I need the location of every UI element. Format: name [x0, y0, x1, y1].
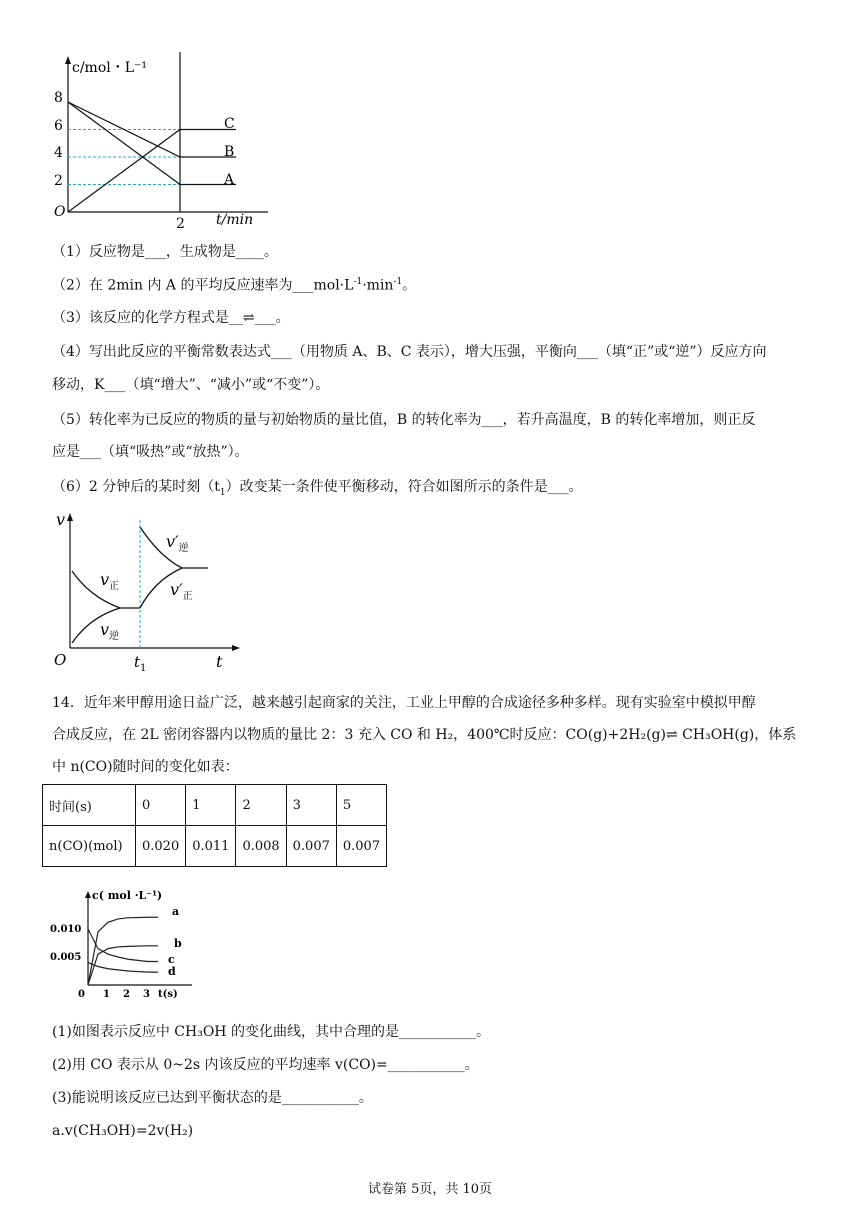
- q13-part4-line1: （4）写出此反应的平衡常数表达式___（用物质 A、B、C 表示），增大压强，平衡向___（填“正”或“逆”）反应方向: [52, 344, 767, 360]
- curve-a: [88, 917, 158, 985]
- t-axis-label: t: [216, 652, 223, 671]
- table-row: [43, 826, 387, 867]
- q13-part1: （1）反应物是___，生成物是____。: [52, 244, 278, 260]
- y-tick-6: 6: [54, 118, 63, 134]
- y-tick-2: 2: [54, 173, 63, 189]
- v-forward-new-label: [170, 580, 193, 602]
- v-reverse-label: [100, 620, 119, 642]
- x-tick-0: 0: [78, 989, 85, 1000]
- table-cell: 0.007: [336, 826, 386, 867]
- v-reverse-new-label: [166, 532, 189, 554]
- x-axis-label: t/min: [216, 212, 254, 228]
- v-reverse-main: v: [100, 620, 110, 639]
- y-tick-0010: 0.010: [50, 924, 82, 935]
- curve-label-d: d: [168, 965, 176, 978]
- table-cell: 5: [336, 785, 386, 826]
- t1-main: t: [134, 653, 141, 671]
- c-axis-label: c( mol ·L⁻¹): [92, 889, 163, 902]
- y-tick-0005: 0.005: [50, 952, 82, 963]
- c-axis-arrow: [85, 891, 91, 898]
- series-label-C: C: [224, 116, 235, 132]
- series-line-C: [68, 130, 236, 213]
- y-tick-4: 4: [54, 145, 63, 161]
- q13-part2-b: ·min: [362, 277, 394, 294]
- q13-part2-a: （2）在 2min 内 A 的平均反应速率为___mol·L: [52, 277, 354, 294]
- t-axis-arrow: [232, 645, 240, 651]
- page-footer: 试卷第 5页，共 10页: [367, 1182, 493, 1197]
- v-forward-sub: 正: [109, 581, 120, 592]
- v-forward-new-main: v′: [170, 580, 183, 599]
- q13-part3: （3）该反应的化学方程式是__⇌___。: [52, 310, 290, 326]
- curve-d: [88, 963, 158, 973]
- v-axis-arrow: [67, 513, 73, 521]
- series-label-A: A: [224, 172, 235, 188]
- x-tick-1: 1: [103, 989, 110, 1000]
- table-cell: n(CO)(mol): [43, 826, 136, 867]
- x-tick-2: 2: [123, 989, 130, 1000]
- q14-part3: (3)能说明该反应已达到平衡状态的是___________。: [52, 1090, 373, 1106]
- q13-part2-c: 。: [402, 277, 417, 294]
- rate-time-chart: [50, 505, 250, 675]
- q14-intro-line2: 合成反应，在 2L 密闭容器内以物质的量比 2：3 充入 CO 和 H₂，400℃时反应：CO(g)+2H₂(g)⇌ CH₃OH(g)，体系: [52, 727, 797, 743]
- table-cell: 时间(s): [43, 785, 136, 826]
- table-cell: 2: [236, 785, 286, 826]
- concentration-time-chart: [40, 50, 280, 230]
- origin-label: O: [54, 651, 67, 669]
- q13-part6-sub: 1: [219, 487, 226, 498]
- origin-label: O: [54, 204, 66, 220]
- table-cell: 0.011: [186, 826, 236, 867]
- t1-label: [134, 653, 146, 674]
- v-reverse-new-sub: 逆: [178, 543, 189, 554]
- q13-part6-b: ）改变某一条件使平衡移动，符合如图所示的条件是___。: [225, 479, 583, 495]
- table-cell: 1: [186, 785, 236, 826]
- v-reverse-new-main: v′: [166, 532, 179, 551]
- table-cell: 3: [286, 785, 336, 826]
- q13-part2-sup1: -1: [353, 277, 363, 287]
- q14-intro-line3: 中 n(CO)随时间的变化如表：: [52, 759, 239, 775]
- y-tick-8: 8: [54, 90, 63, 106]
- q13-part5-line2: 应是___（填“吸热”或“放热”）。: [52, 444, 249, 460]
- q14-intro-line1: 14．近年来甲醇用途日益广泛，越来越引起商家的关注，工业上甲醇的合成途径多种多样。现有实验室中模拟甲醇: [52, 695, 756, 711]
- curve-b: [88, 946, 158, 985]
- table-cell: 0.020: [136, 826, 186, 867]
- table-cell: 0.008: [236, 826, 286, 867]
- v-reverse-sub: 逆: [109, 631, 120, 642]
- curve-label-a: a: [172, 905, 180, 918]
- t1-sub: 1: [140, 663, 147, 674]
- q14-part2: (2)用 CO 表示从 0~2s 内该反应的平均速率 v(CO)=___________。: [52, 1057, 479, 1073]
- v-axis-label: v: [56, 510, 66, 529]
- q13-part6: [52, 477, 583, 503]
- x-tick-2: 2: [176, 216, 185, 230]
- q13-part2-sup2: -1: [393, 277, 403, 287]
- curve-label-b: b: [174, 937, 182, 950]
- q13-part2: [52, 272, 416, 296]
- table-cell: 0.007: [286, 826, 336, 867]
- q13-part5-line1: （5）转化率为已反应的物质的量与初始物质的量比值，B 的转化率为___，若升高温度，B 的转化率增加，则正反: [52, 412, 756, 428]
- co-time-table: [42, 784, 387, 867]
- q13-part4-line2: 移动，K___（填“增大”、“减小”或“不变”）。: [52, 377, 330, 393]
- table-cell: 0: [136, 785, 186, 826]
- x-axis-label: t(s): [158, 989, 178, 1000]
- y-axis-arrow: [65, 56, 71, 64]
- q14-option-a: a.v(CH₃OH)=2v(H₂): [52, 1123, 194, 1139]
- v-forward-label: [100, 570, 119, 592]
- methanol-concentration-chart: [44, 885, 204, 1000]
- table-header-row: [43, 785, 387, 826]
- v-forward-main: v: [100, 570, 110, 589]
- v-forward-new-sub: 正: [182, 591, 193, 602]
- q14-part1: (1)如图表示反应中 CH₃OH 的变化曲线，其中合理的是___________。: [52, 1024, 490, 1040]
- curve-label-c: c: [168, 953, 175, 966]
- q13-part6-a: （6）2 分钟后的某时刻（t: [52, 479, 220, 495]
- series-label-B: B: [224, 144, 235, 160]
- y-axis-label: c/mol・L⁻¹: [72, 60, 148, 76]
- x-tick-3: 3: [143, 989, 150, 1000]
